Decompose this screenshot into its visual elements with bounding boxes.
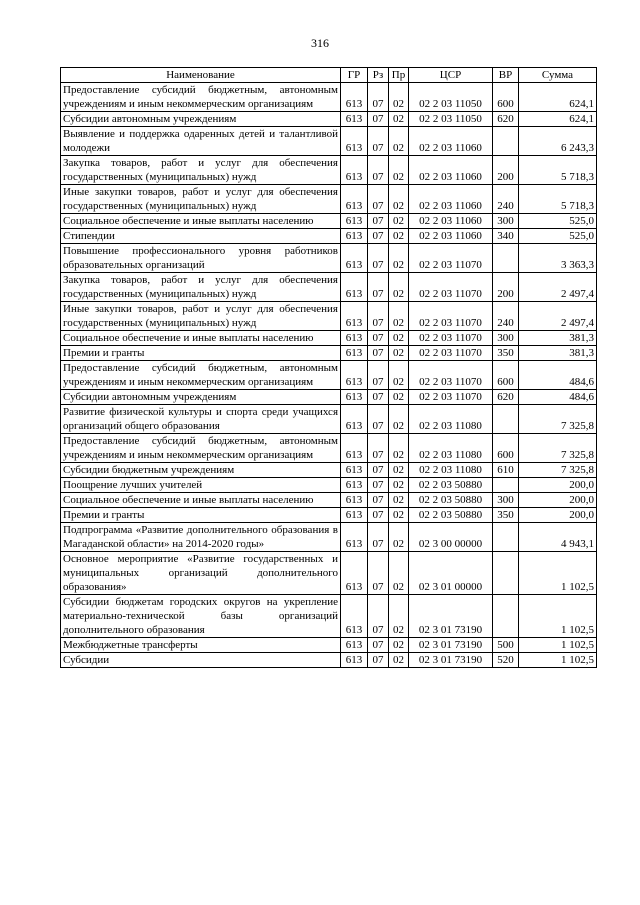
- cell-rz: 07: [368, 273, 389, 302]
- cell-sum: 525,0: [519, 214, 597, 229]
- cell-pr: 02: [389, 552, 409, 595]
- cell-vr: [493, 478, 519, 493]
- cell-name: Социальное обеспечение и иные выплаты населению: [61, 331, 341, 346]
- header-vr: ВР: [493, 68, 519, 83]
- cell-gr: 613: [341, 244, 368, 273]
- cell-sum: 7 325,8: [519, 405, 597, 434]
- cell-csr: 02 2 03 11070: [409, 331, 493, 346]
- cell-vr: 300: [493, 493, 519, 508]
- cell-csr: 02 3 01 73190: [409, 653, 493, 668]
- cell-pr: 02: [389, 156, 409, 185]
- cell-csr: 02 2 03 11060: [409, 214, 493, 229]
- cell-name: Предоставление субсидий бюджетным, автономным учреждениям и иным некоммерческим организациям: [61, 434, 341, 463]
- cell-vr: 240: [493, 185, 519, 214]
- cell-gr: 613: [341, 229, 368, 244]
- table-row: [61, 434, 597, 463]
- table-row: [61, 478, 597, 493]
- cell-pr: 02: [389, 508, 409, 523]
- cell-name: Закупка товаров, работ и услуг для обеспечения государственных (муниципальных) нужд: [61, 273, 341, 302]
- table-row: [61, 127, 597, 156]
- header-csr: ЦСР: [409, 68, 493, 83]
- header-sum: Сумма: [519, 68, 597, 83]
- cell-gr: 613: [341, 361, 368, 390]
- table-row: [61, 523, 597, 552]
- cell-vr: 300: [493, 331, 519, 346]
- cell-pr: 02: [389, 638, 409, 653]
- table-row: [61, 361, 597, 390]
- cell-vr: [493, 244, 519, 273]
- cell-vr: 300: [493, 214, 519, 229]
- cell-vr: 350: [493, 508, 519, 523]
- cell-gr: 613: [341, 463, 368, 478]
- cell-sum: 7 325,8: [519, 434, 597, 463]
- cell-sum: 484,6: [519, 390, 597, 405]
- cell-csr: 02 2 03 11070: [409, 302, 493, 331]
- cell-sum: 1 102,5: [519, 552, 597, 595]
- table-row: [61, 405, 597, 434]
- cell-name: Субсидии автономным учреждениям: [61, 390, 341, 405]
- cell-pr: 02: [389, 346, 409, 361]
- table-row: [61, 653, 597, 668]
- cell-sum: 484,6: [519, 361, 597, 390]
- cell-gr: 613: [341, 273, 368, 302]
- cell-rz: 07: [368, 434, 389, 463]
- cell-csr: 02 2 03 50880: [409, 508, 493, 523]
- cell-vr: 520: [493, 653, 519, 668]
- cell-rz: 07: [368, 244, 389, 273]
- cell-name: Развитие физической культуры и спорта среди учащихся организаций общего образования: [61, 405, 341, 434]
- cell-sum: 1 102,5: [519, 653, 597, 668]
- cell-rz: 07: [368, 214, 389, 229]
- cell-pr: 02: [389, 127, 409, 156]
- cell-pr: 02: [389, 331, 409, 346]
- cell-csr: 02 2 03 11060: [409, 127, 493, 156]
- cell-name: Поощрение лучших учителей: [61, 478, 341, 493]
- cell-gr: 613: [341, 185, 368, 214]
- cell-sum: 7 325,8: [519, 463, 597, 478]
- cell-rz: 07: [368, 390, 389, 405]
- cell-csr: 02 2 03 11050: [409, 83, 493, 112]
- cell-csr: 02 2 03 50880: [409, 478, 493, 493]
- cell-rz: 07: [368, 638, 389, 653]
- cell-pr: 02: [389, 273, 409, 302]
- cell-gr: 613: [341, 638, 368, 653]
- table-row: [61, 508, 597, 523]
- table-row: [61, 214, 597, 229]
- cell-vr: 350: [493, 346, 519, 361]
- cell-pr: 02: [389, 405, 409, 434]
- cell-rz: 07: [368, 595, 389, 638]
- cell-name: Предоставление субсидий бюджетным, автономным учреждениям и иным некоммерческим организациям: [61, 361, 341, 390]
- cell-pr: 02: [389, 229, 409, 244]
- cell-rz: 07: [368, 552, 389, 595]
- cell-name: Предоставление субсидий бюджетным, автономным учреждениям и иным некоммерческим организациям: [61, 83, 341, 112]
- cell-gr: 613: [341, 346, 368, 361]
- cell-rz: 07: [368, 346, 389, 361]
- table-row: [61, 273, 597, 302]
- cell-name: Субсидии бюджетным учреждениям: [61, 463, 341, 478]
- cell-name: Субсидии автономным учреждениям: [61, 112, 341, 127]
- cell-sum: 200,0: [519, 508, 597, 523]
- table-row: [61, 552, 597, 595]
- cell-pr: 02: [389, 83, 409, 112]
- cell-rz: 07: [368, 405, 389, 434]
- table-row: [61, 112, 597, 127]
- cell-rz: 07: [368, 331, 389, 346]
- cell-name: Выявление и поддержка одаренных детей и талантливой молодежи: [61, 127, 341, 156]
- cell-pr: 02: [389, 653, 409, 668]
- cell-rz: 07: [368, 653, 389, 668]
- cell-name: Премии и гранты: [61, 346, 341, 361]
- cell-csr: 02 2 03 11060: [409, 229, 493, 244]
- cell-vr: 620: [493, 112, 519, 127]
- cell-name: Социальное обеспечение и иные выплаты населению: [61, 214, 341, 229]
- cell-gr: 613: [341, 302, 368, 331]
- cell-pr: 02: [389, 463, 409, 478]
- table-row: [61, 185, 597, 214]
- budget-table: [60, 67, 597, 668]
- cell-pr: 02: [389, 112, 409, 127]
- cell-gr: 613: [341, 331, 368, 346]
- table-row: [61, 244, 597, 273]
- cell-vr: 340: [493, 229, 519, 244]
- cell-vr: 600: [493, 434, 519, 463]
- cell-csr: 02 2 03 11070: [409, 273, 493, 302]
- cell-vr: [493, 523, 519, 552]
- header-gr: ГР: [341, 68, 368, 83]
- cell-gr: 613: [341, 523, 368, 552]
- cell-gr: 613: [341, 390, 368, 405]
- table-row: [61, 331, 597, 346]
- cell-vr: 200: [493, 273, 519, 302]
- cell-pr: 02: [389, 185, 409, 214]
- cell-csr: 02 3 01 73190: [409, 638, 493, 653]
- cell-csr: 02 2 03 11080: [409, 463, 493, 478]
- cell-pr: 02: [389, 523, 409, 552]
- cell-csr: 02 2 03 11060: [409, 185, 493, 214]
- cell-rz: 07: [368, 156, 389, 185]
- cell-csr: 02 2 03 11070: [409, 361, 493, 390]
- cell-gr: 613: [341, 83, 368, 112]
- cell-name: Иные закупки товаров, работ и услуг для обеспечения государственных (муниципальных) нужд: [61, 302, 341, 331]
- table-row: [61, 493, 597, 508]
- cell-name: Социальное обеспечение и иные выплаты населению: [61, 493, 341, 508]
- cell-vr: 610: [493, 463, 519, 478]
- cell-gr: 613: [341, 214, 368, 229]
- cell-csr: 02 2 03 11080: [409, 405, 493, 434]
- cell-gr: 613: [341, 112, 368, 127]
- cell-pr: 02: [389, 390, 409, 405]
- table-row: [61, 156, 597, 185]
- cell-gr: 613: [341, 493, 368, 508]
- table-row: [61, 595, 597, 638]
- cell-rz: 07: [368, 523, 389, 552]
- cell-csr: 02 2 03 11070: [409, 346, 493, 361]
- cell-csr: 02 2 03 11060: [409, 156, 493, 185]
- cell-sum: 525,0: [519, 229, 597, 244]
- cell-gr: 613: [341, 552, 368, 595]
- cell-name: Закупка товаров, работ и услуг для обеспечения государственных (муниципальных) нужд: [61, 156, 341, 185]
- cell-vr: [493, 127, 519, 156]
- cell-csr: 02 2 03 11050: [409, 112, 493, 127]
- cell-vr: 200: [493, 156, 519, 185]
- cell-name: Премии и гранты: [61, 508, 341, 523]
- cell-sum: 381,3: [519, 331, 597, 346]
- header-rz: Рз: [368, 68, 389, 83]
- table-row: [61, 390, 597, 405]
- cell-sum: 6 243,3: [519, 127, 597, 156]
- cell-csr: 02 2 03 11070: [409, 244, 493, 273]
- cell-gr: 613: [341, 508, 368, 523]
- table-row: [61, 463, 597, 478]
- cell-name: Субсидии бюджетам городских округов на укрепление материально-технической базы организаций дополнительного образования: [61, 595, 341, 638]
- cell-vr: 240: [493, 302, 519, 331]
- cell-rz: 07: [368, 127, 389, 156]
- cell-vr: [493, 552, 519, 595]
- cell-pr: 02: [389, 214, 409, 229]
- cell-csr: 02 3 01 00000: [409, 552, 493, 595]
- cell-vr: 600: [493, 83, 519, 112]
- cell-sum: 2 497,4: [519, 302, 597, 331]
- cell-gr: 613: [341, 405, 368, 434]
- cell-rz: 07: [368, 361, 389, 390]
- cell-sum: 200,0: [519, 478, 597, 493]
- cell-sum: 2 497,4: [519, 273, 597, 302]
- cell-rz: 07: [368, 83, 389, 112]
- cell-sum: 5 718,3: [519, 156, 597, 185]
- cell-sum: 4 943,1: [519, 523, 597, 552]
- cell-pr: 02: [389, 434, 409, 463]
- cell-vr: 620: [493, 390, 519, 405]
- cell-pr: 02: [389, 493, 409, 508]
- cell-csr: 02 2 03 50880: [409, 493, 493, 508]
- cell-name: Субсидии: [61, 653, 341, 668]
- cell-rz: 07: [368, 229, 389, 244]
- cell-name: Стипендии: [61, 229, 341, 244]
- cell-name: Иные закупки товаров, работ и услуг для обеспечения государственных (муниципальных) нужд: [61, 185, 341, 214]
- table-row: [61, 302, 597, 331]
- cell-rz: 07: [368, 508, 389, 523]
- cell-sum: 624,1: [519, 112, 597, 127]
- cell-sum: 381,3: [519, 346, 597, 361]
- cell-rz: 07: [368, 302, 389, 331]
- cell-pr: 02: [389, 478, 409, 493]
- table-row: [61, 638, 597, 653]
- cell-sum: 3 363,3: [519, 244, 597, 273]
- cell-sum: 200,0: [519, 493, 597, 508]
- header-name: Наименование: [61, 68, 341, 83]
- table-row: [61, 83, 597, 112]
- cell-vr: 500: [493, 638, 519, 653]
- cell-csr: 02 2 03 11070: [409, 390, 493, 405]
- cell-rz: 07: [368, 463, 389, 478]
- table-row: [61, 229, 597, 244]
- cell-vr: [493, 595, 519, 638]
- table-body: [61, 83, 597, 668]
- cell-name: Повышение профессионального уровня работников образовательных организаций: [61, 244, 341, 273]
- cell-vr: 600: [493, 361, 519, 390]
- cell-sum: 624,1: [519, 83, 597, 112]
- cell-rz: 07: [368, 478, 389, 493]
- cell-pr: 02: [389, 361, 409, 390]
- cell-rz: 07: [368, 185, 389, 214]
- cell-csr: 02 3 01 73190: [409, 595, 493, 638]
- cell-rz: 07: [368, 112, 389, 127]
- cell-gr: 613: [341, 156, 368, 185]
- cell-pr: 02: [389, 302, 409, 331]
- page-number: 316: [311, 36, 329, 50]
- cell-name: Подпрограмма «Развитие дополнительного образования в Магаданской области» на 2014-2020 годы»: [61, 523, 341, 552]
- table-header-row: [61, 68, 597, 83]
- cell-gr: 613: [341, 127, 368, 156]
- cell-sum: 1 102,5: [519, 638, 597, 653]
- cell-rz: 07: [368, 493, 389, 508]
- cell-pr: 02: [389, 595, 409, 638]
- table-row: [61, 346, 597, 361]
- cell-gr: 613: [341, 653, 368, 668]
- cell-pr: 02: [389, 244, 409, 273]
- cell-name: Основное мероприятие «Развитие государственных и муниципальных организаций дополнительного образования»: [61, 552, 341, 595]
- cell-gr: 613: [341, 595, 368, 638]
- header-pr: Пр: [389, 68, 409, 83]
- cell-gr: 613: [341, 478, 368, 493]
- cell-csr: 02 2 03 11080: [409, 434, 493, 463]
- cell-vr: [493, 405, 519, 434]
- cell-sum: 1 102,5: [519, 595, 597, 638]
- cell-csr: 02 3 00 00000: [409, 523, 493, 552]
- cell-gr: 613: [341, 434, 368, 463]
- cell-sum: 5 718,3: [519, 185, 597, 214]
- cell-name: Межбюджетные трансферты: [61, 638, 341, 653]
